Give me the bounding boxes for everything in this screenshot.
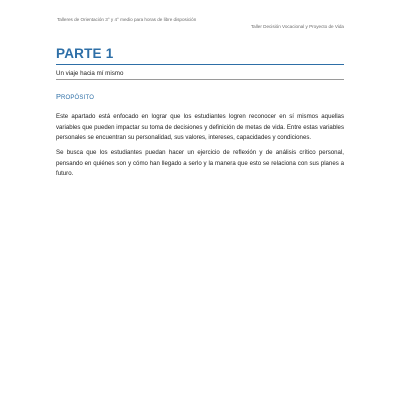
- section-heading-initial: P: [56, 92, 61, 101]
- title-divider: [56, 64, 344, 65]
- running-header-right: Taller Decisión Vocacional y Proyecto de Vida: [250, 24, 344, 29]
- paragraph-2: Se busca que los estudiantes puedan hacer un ejercicio de reflexión y de análisis crítico personal, pensando en quiénes son y cómo han llegado a serlo y la manera que esto se relaciona con sus planes a futuro.: [56, 149, 344, 177]
- part-subtitle: Un viaje hacia mí mismo: [56, 70, 124, 77]
- section-heading-proposito: [56, 92, 94, 101]
- paragraph-1: Este apartado está enfocado en lograr que los estudiantes logren reconocer en sí mismos aquellas variables que pueden impactar su toma de decisiones y definición de metas de vida. Entre estas variables personales se encuentran su personalidad, sus valores, intereses, capacidades y condiciones.: [56, 113, 344, 141]
- section-heading-rest: ROPÓSITO: [60, 95, 95, 101]
- part-title: PARTE 1: [56, 46, 114, 61]
- subtitle-divider: [56, 79, 344, 80]
- running-header-left: Talleres de Orientación 3° y 4° medio para horas de libre disposición: [57, 17, 197, 22]
